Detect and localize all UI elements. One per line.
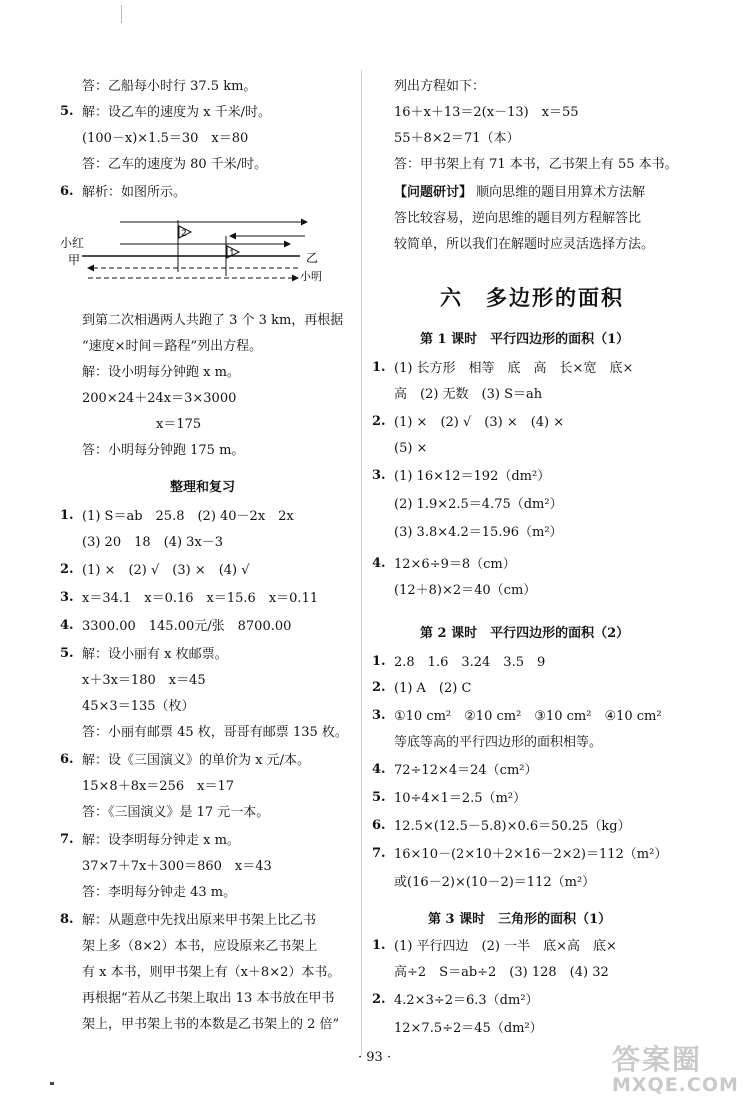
equation-line: 12×7.5÷2＝45（dm²） <box>394 1021 543 1036</box>
section-heading: 整理和复习 <box>170 480 236 495</box>
question-number: 4. <box>372 556 386 571</box>
motion-diagram <box>60 210 340 290</box>
text-line: 到第二次相遇两人共跑了 3 个 3 km，再根据 <box>82 313 344 328</box>
answer-line: (5) × <box>394 441 428 456</box>
answer-line: 高 (2) 无数 (3) S＝ah <box>394 387 543 402</box>
equation-line: 37×7＋7x＋300＝860 x＝43 <box>82 859 272 874</box>
question-number: 1. <box>372 938 386 953</box>
question-number: 6. <box>60 184 74 199</box>
solution-line: 解：设小丽有 x 枚邮票。 <box>82 647 228 662</box>
question-number: 1. <box>372 654 386 669</box>
flag-label: 1 <box>229 249 235 259</box>
answer-line: (1) 平行四边 (2) 一半 底×高 底× <box>394 939 617 954</box>
answer-line: (1) 长方形 相等 底 高 长×宽 底× <box>394 361 634 376</box>
question-number: 2. <box>60 562 74 577</box>
text-line: 列出方程如下： <box>394 79 486 94</box>
discussion-text: 顺向思维的题目用算术方法解 <box>476 185 646 200</box>
question-number: 2. <box>372 992 386 1007</box>
flag-label: 2 <box>181 229 187 239</box>
question-number: 4. <box>372 762 386 777</box>
xiaohong-label: 小红 <box>60 236 85 250</box>
text-line: 答比较容易，逆向思维的题目列方程解答比 <box>394 211 642 226</box>
discussion-tag: 【问题研讨】 <box>394 185 473 200</box>
equation-line: x＋3x＝180 x＝45 <box>82 673 206 688</box>
equation-line: x＝175 <box>156 417 202 432</box>
answer-line: 答：乙船每小时行 37.5 km。 <box>82 79 257 94</box>
equation-line: (12＋8)×2＝40（cm） <box>394 583 537 598</box>
answer-line: 答：李明每分钟走 43 m。 <box>82 885 237 900</box>
answer-line: (1) × (2) √ (3) × (4) √ <box>82 563 250 578</box>
scan-speck <box>50 1082 54 1085</box>
lesson-heading: 第 3 课时 三角形的面积（1） <box>428 912 612 927</box>
equation-line: 200×24＋24x＝3×3000 <box>82 391 237 406</box>
question-number: 2. <box>372 680 386 695</box>
answer-line: 答：乙车的速度为 80 千米/时。 <box>82 157 268 172</box>
answer-line: 答：《三国演义》是 17 元一本。 <box>82 805 270 820</box>
solution-line: 解：设李明每分钟走 x m。 <box>82 833 240 848</box>
equation-line: 45×3＝135（枚） <box>82 699 195 714</box>
equation-line: (3) 3.8×4.2＝15.96（m²） <box>394 525 563 540</box>
equation-line: 72÷12×4＝24（cm²） <box>394 763 538 778</box>
point-jia-label: 甲 <box>68 253 81 267</box>
solution-line: 解：设小明每分钟跑 x m。 <box>82 365 240 380</box>
question-number: 3. <box>372 708 386 723</box>
answer-line: (1) S＝ab 25.8 (2) 40－2x 2x <box>82 509 294 524</box>
question-number: 8. <box>60 912 74 927</box>
solution-line: 有 x 本书，则甲书架上有（x＋8×2）本书。 <box>82 965 341 980</box>
xiaoming-label: 小明 <box>300 270 322 283</box>
text-line: “速度×时间＝路程”列出方程。 <box>82 339 263 354</box>
answer-line: (1) × (2) √ (3) × (4) × <box>394 415 565 430</box>
question-number: 5. <box>60 104 74 119</box>
answer-line: (1) A (2) C <box>394 681 472 696</box>
watermark-url: MXQE.COM <box>612 1074 739 1096</box>
solution-line: 架上，甲书架上书的本数是乙书架上的 2 倍” <box>82 1017 340 1032</box>
question-number: 5. <box>372 790 386 805</box>
solution-line: 解析：如图所示。 <box>82 185 187 200</box>
equation-line: 或(16－2)×(10－2)＝112（m²） <box>394 875 596 890</box>
answer-line: (3) 20 18 (4) 3x－3 <box>82 535 224 550</box>
question-number: 4. <box>60 618 74 633</box>
lesson-heading: 第 1 课时 平行四边形的面积（1） <box>420 332 630 347</box>
answer-line: 3300.00 145.00元/张 8700.00 <box>82 619 292 634</box>
point-yi-label: 乙 <box>306 251 319 265</box>
discussion-line <box>394 184 645 202</box>
question-number: 6. <box>60 752 74 767</box>
page-number: · 93 · <box>358 1050 392 1065</box>
question-number: 2. <box>372 414 386 429</box>
column-divider <box>361 70 362 1055</box>
question-number: 5. <box>60 646 74 661</box>
question-number: 3. <box>372 468 386 483</box>
question-number: 1. <box>372 360 386 375</box>
question-number: 1. <box>60 508 74 523</box>
lesson-heading: 第 2 课时 平行四边形的面积（2） <box>420 626 630 641</box>
answer-line: 答：小丽有邮票 45 枚，哥哥有邮票 135 枚。 <box>82 725 348 740</box>
equation-line: 10÷4×1＝2.5（m²） <box>394 791 527 806</box>
equation-line: (100－x)×1.5＝30 x＝80 <box>82 131 249 146</box>
equation-line: 12×6÷9＝8（cm） <box>394 557 516 572</box>
equation-line: 55＋8×2＝71（本） <box>394 131 520 146</box>
solution-line: 架上多（8×2）本书，应设原来乙书架上 <box>82 939 318 954</box>
answer-line: x＝34.1 x＝0.16 x＝15.6 x＝0.11 <box>82 591 319 606</box>
top-margin-mark <box>121 5 122 23</box>
solution-line: 解：设《三国演义》的单价为 x 元/本。 <box>82 753 310 768</box>
answer-line: 2.8 1.6 3.24 3.5 9 <box>394 655 546 670</box>
watermark-text: 答案圈 <box>612 1043 703 1076</box>
solution-line: 再根据“若从乙书架上取出 13 本书放在甲书 <box>82 991 335 1006</box>
solution-line: 解：设乙车的速度为 x 千米/时。 <box>82 105 271 120</box>
answer-line: 高÷2 S＝ab÷2 (3) 128 (4) 32 <box>394 965 609 980</box>
text-line: 较简单，所以我们在解题时应灵活选择方法。 <box>394 237 655 252</box>
answer-line: 答：甲书架上有 71 本书，乙书架上有 55 本书。 <box>394 157 678 172</box>
equation-line: 4.2×3÷2＝6.3（dm²） <box>394 993 539 1008</box>
answer-line: ①10 cm² ②10 cm² ③10 cm² ④10 cm² <box>394 709 662 724</box>
equation-line: 16＋x＋13＝2(x－13) x＝55 <box>394 105 579 120</box>
answer-line: 等底等高的平行四边形的面积相等。 <box>394 735 603 750</box>
answer-line: 答：小明每分钟跑 175 m。 <box>82 443 245 458</box>
equation-line: 12.5×(12.5－5.8)×0.6＝50.25（kg） <box>394 819 631 834</box>
solution-line: 解：从题意中先找出原来甲书架上比乙书 <box>82 913 317 928</box>
question-number: 6. <box>372 818 386 833</box>
question-number: 7. <box>372 846 386 861</box>
equation-line: 16×10－(2×10＋2×16－2×2)＝112（m²） <box>394 847 668 862</box>
unit-title: 六 多边形的面积 <box>440 286 624 310</box>
equation-line: 15×8＋8x＝256 x＝17 <box>82 779 234 794</box>
watermark-logo <box>612 1038 739 1096</box>
question-number: 3. <box>60 590 74 605</box>
equation-line: (1) 16×12＝192（dm²） <box>394 469 551 484</box>
equation-line: (2) 1.9×2.5＝4.75（dm²） <box>394 497 563 512</box>
question-number: 7. <box>60 832 74 847</box>
